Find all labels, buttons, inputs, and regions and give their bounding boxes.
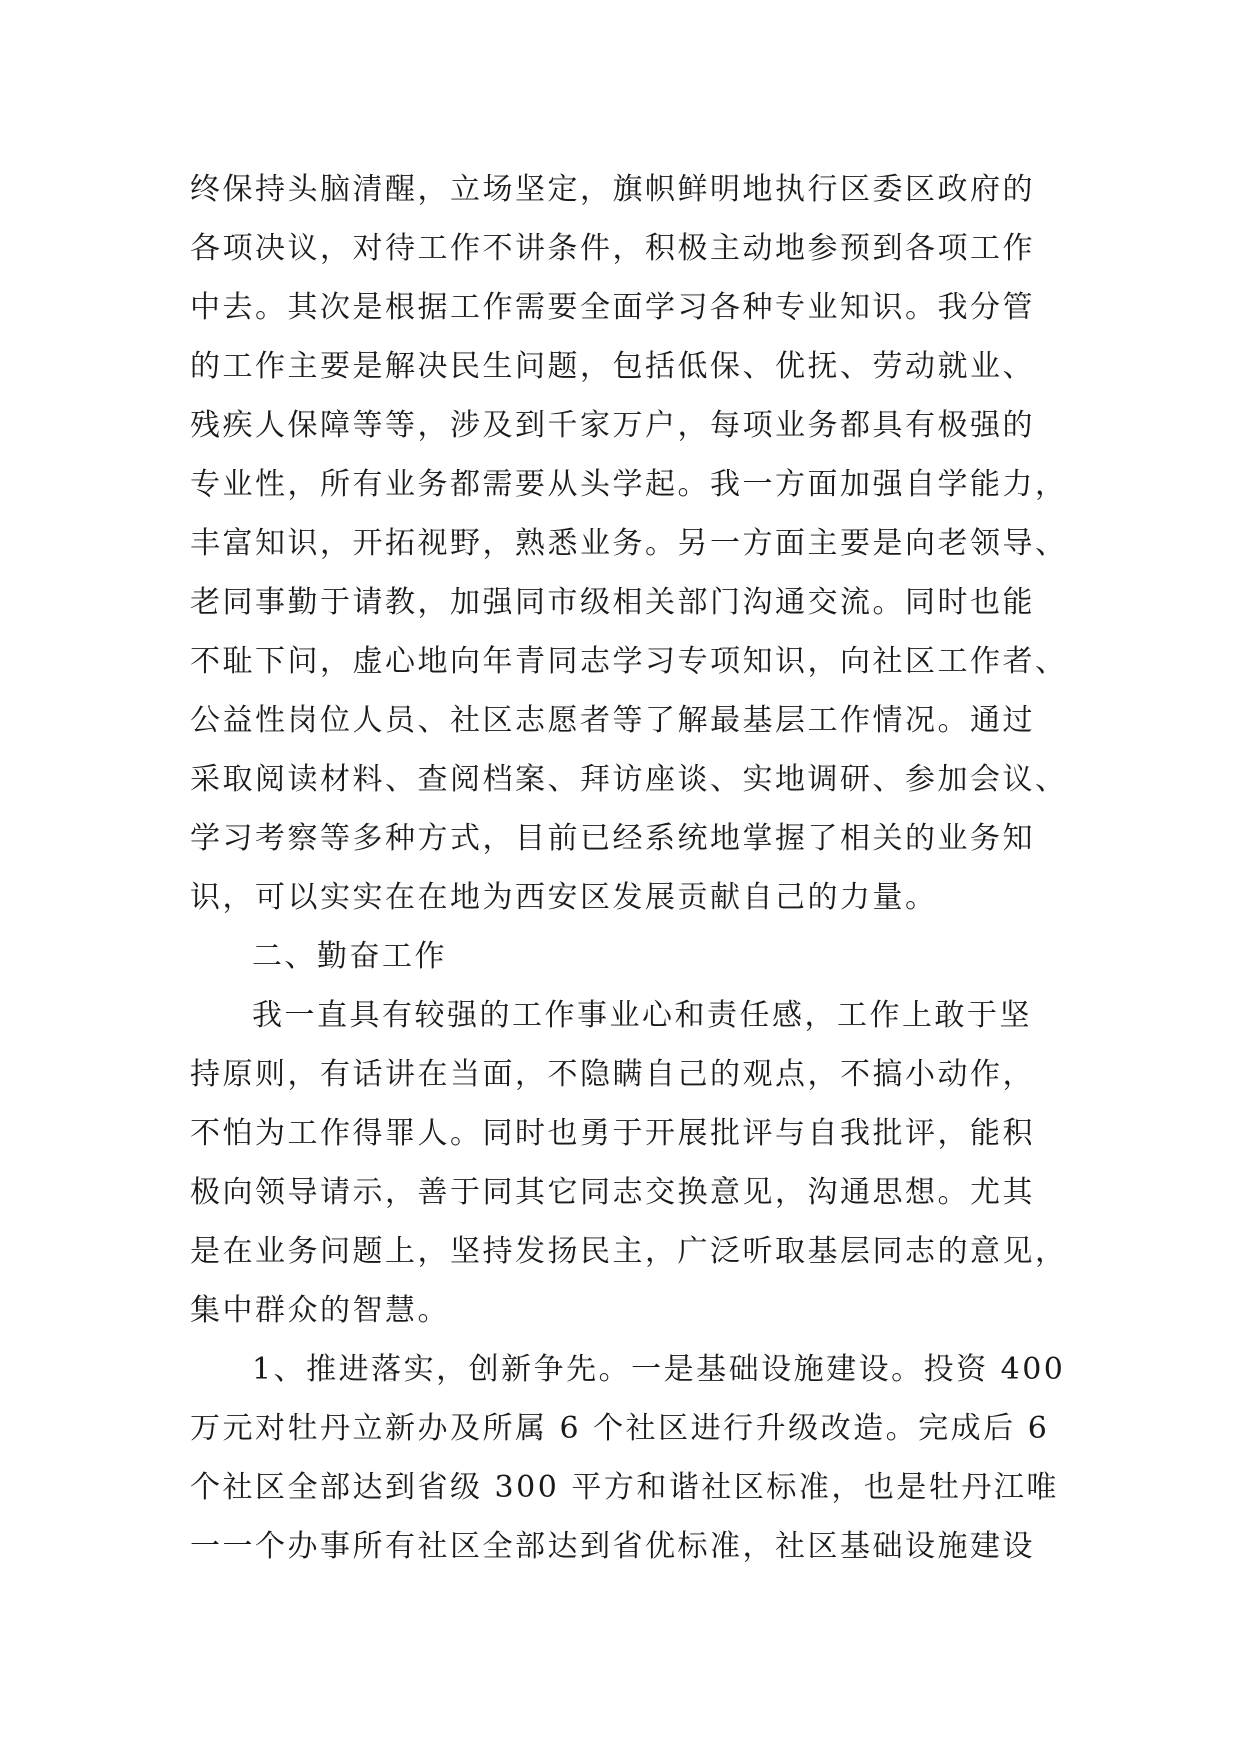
text-line: 中去。其次是根据工作需要全面学习各种专业知识。我分管	[190, 290, 1035, 325]
text-line: 一一个办事所有社区全部达到省优标准，社区基础设施建设	[190, 1529, 1035, 1564]
text-line: 学习考察等多种方式，目前已经系统地掌握了相关的业务知	[190, 821, 1035, 856]
text-line: 终保持头脑清醒，立场坚定，旗帜鲜明地执行区委区政府的	[190, 172, 1035, 207]
text-line: 公益性岗位人员、社区志愿者等了解最基层工作情况。通过	[190, 703, 1035, 738]
text-line: 1、推进落实，创新争先。一是基础设施建设。投资 400	[252, 1352, 1066, 1387]
text-line: 老同事勤于请教，加强同市级相关部门沟通交流。同时也能	[190, 585, 1035, 620]
text-line: 采取阅读材料、查阅档案、拜访座谈、实地调研、参加会议、	[190, 762, 1068, 797]
document-body	[190, 160, 1070, 1576]
text-line: 万元对牡丹立新办及所属 6 个社区进行升级改造。完成后 6	[190, 1411, 1050, 1446]
text-line: 集中群众的智慧。	[190, 1293, 450, 1328]
text-line: 个社区全部达到省级 300 平方和谐社区标准，也是牡丹江唯	[190, 1470, 1059, 1505]
text-line: 的工作主要是解决民生问题，包括低保、优抚、劳动就业、	[190, 349, 1035, 384]
text-line: 我一直具有较强的工作事业心和责任感，工作上敢于坚	[252, 998, 1032, 1033]
text-line: 各项决议，对待工作不讲条件，积极主动地参预到各项工作	[190, 231, 1035, 266]
text-line: 是在业务问题上，坚持发扬民主，广泛听取基层同志的意见，	[190, 1234, 1068, 1269]
text-line: 极向领导请示，善于同其它同志交换意见，沟通思想。尤其	[190, 1175, 1035, 1210]
text-line: 丰富知识，开拓视野，熟悉业务。另一方面主要是向老领导、	[190, 526, 1068, 561]
text-line: 持原则，有话讲在当面，不隐瞒自己的观点，不搞小动作，	[190, 1057, 1035, 1092]
section-heading: 二、勤奋工作	[252, 939, 447, 974]
text-line: 不怕为工作得罪人。同时也勇于开展批评与自我批评，能积	[190, 1116, 1035, 1151]
text-line: 专业性，所有业务都需要从头学起。我一方面加强自学能力，	[190, 467, 1068, 502]
text-line: 不耻下问，虚心地向年青同志学习专项知识，向社区工作者、	[190, 644, 1068, 679]
text-line: 残疾人保障等等，涉及到千家万户，每项业务都具有极强的	[190, 408, 1035, 443]
text-line: 识，可以实实在在地为西安区发展贡献自己的力量。	[190, 880, 938, 915]
